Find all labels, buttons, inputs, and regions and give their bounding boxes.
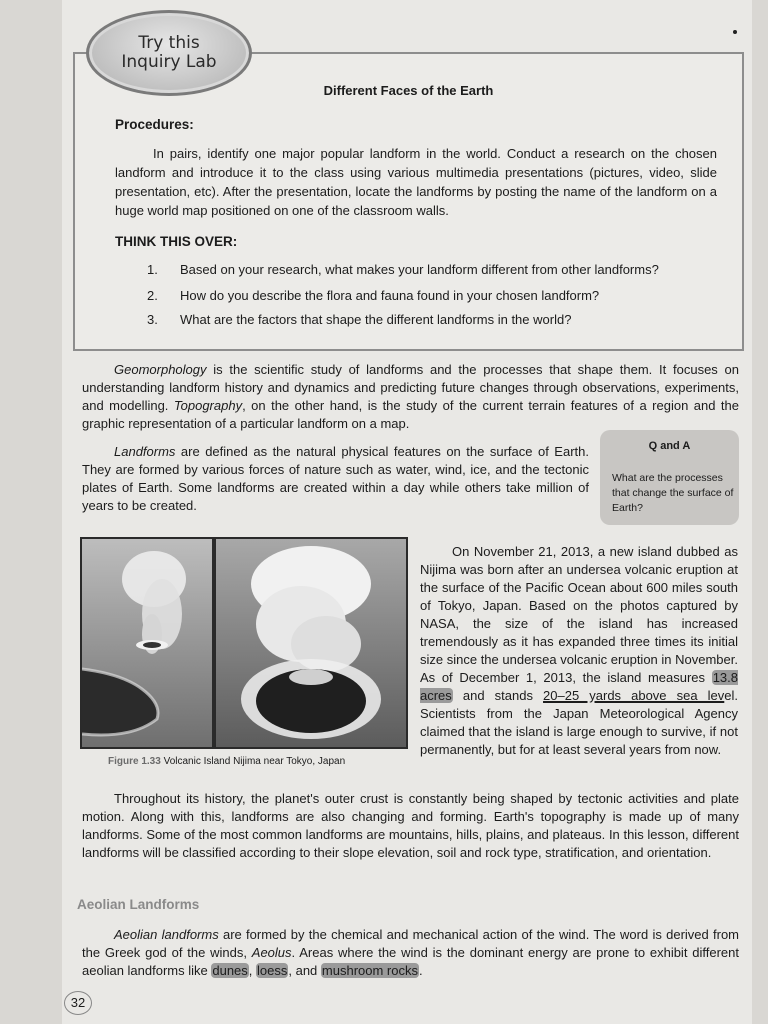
topography-text: , on the other hand, is the study of the current terrain features of a region and the graphic representation of a particular landform on a map. [82,398,740,431]
lab-title: Different Faces of the Earth [323,83,494,98]
term-geomorphology: Geomorphology [114,362,207,377]
procedures-heading: Procedures: [115,117,194,132]
term-aeolian: Aeolian landforms [114,927,219,942]
separator: , and [288,963,321,978]
question-item [147,312,571,327]
highlight-dunes: dunes [212,963,248,978]
figure-label: Figure 1.33 [108,756,161,767]
qa-title: Q and A [648,440,691,452]
page-speck [733,30,737,34]
badge-line2: Inquiry Lab [121,52,217,72]
question-number: 1. [147,262,158,277]
nijima-paragraph [420,543,738,759]
aeolian-text-1: are formed by the chemical and mechanical action of the wind. The word is derived from the Greek god of the winds, [82,927,740,960]
separator: , [248,963,257,978]
period: . [418,963,423,978]
aeolian-paragraph [82,926,739,980]
landforms-paragraph [82,443,589,515]
aeolian-heading: Aeolian Landforms [77,897,200,912]
figure-caption-text: Volcanic Island Nijima near Tokyo, Japan [160,756,346,767]
highlight-loess: loess [257,963,288,978]
volcanic-island-photo-closeup [216,539,406,747]
highlight-acres: 13.8 acres [420,670,738,703]
underline-yards: 20–25 yards above sea lev [543,688,725,703]
aeolian-text-2: . Areas where the wind is the dominant energy are prone to exhibit different aeolian landforms like [82,945,739,978]
q-and-a-box [600,430,739,525]
question-number: 2. [147,288,158,303]
badge-line1: Try this [138,33,200,53]
term-topography: Topography [173,398,243,413]
think-heading: THINK THIS OVER: [115,234,238,249]
page-number: 32 [64,991,92,1015]
nijima-text-1: On November 21, 2013, a new island dubbed as Nijima was born after an undersea volcanic eruption at the surface of the Pacific Ocean about 600 miles south of Tokyo, Japan. Based on the photos captured by NASA, the size of the island has increased tremendously as it has expanded three times its initial size since the undersea volcanic eruption in November. As of December 1, 2013, the island measures [420,544,738,685]
question-number: 3. [147,312,158,327]
highlight-mushroom-rocks: mushroom rocks [321,963,418,978]
figure-caption [108,756,345,767]
inquiry-lab-badge [86,10,252,96]
question-text: What are the factors that shape the different landforms in the world? [180,312,572,327]
procedures-text: In pairs, identify one major popular landform in the world. Conduct a research on the chosen landform and introduce it to the class using various multimedia presentations (pictures, video, slide presentation, etc). After the presentation, locate the landforms by posting the name of the landform on a huge world map positioned on one of the classroom walls. [115,146,717,218]
geomorphology-paragraph [82,361,739,433]
inquiry-lab-box [73,52,744,351]
question-item [147,262,659,277]
volcanic-island-photo-wide [82,539,212,747]
question-item [147,288,599,303]
term-landforms: Landforms [114,444,176,459]
landforms-text: are defined as the natural physical features on the surface of Earth. They are formed by various forces of nature such as water, wind, ice, and the tectonic plates of Earth. Some landforms are created within a day while others take million of years to be created. [82,444,589,513]
crust-paragraph: Throughout its history, the planet's outer crust is constantly being shaped by tectonic activities and plate motion. Along with this, landforms are also changing and forming. Earth's topography is made up of many landforms. Some of the most common landforms are mountains, hills, plains, and plateaus. In this lesson, different landforms will be classified according to their slope elevation, soil and rock type, stratification, and orientation. [82,791,739,860]
term-aeolus: Aeolus [251,945,292,960]
question-text: Based on your research, what makes your landform different from other landforms? [180,262,659,277]
nijima-text-3: el. Scientists from the Japan Meteorological Agency claimed that the island is large enough to survive, if not permanently, but for at least several years from now. [420,688,739,757]
question-text: How do you describe the flora and fauna found in your chosen landform? [180,288,600,303]
qa-question: What are the processes that change the surface of Earth? [612,472,734,514]
geomorphology-text: is the scientific study of landforms and the processes that shape them. It focuses on understanding landform history and dynamics and predicting future changes through observations, experiments, and modelling. [82,362,739,413]
figure-photos [80,537,408,749]
nijima-text-2: and stands [452,688,544,703]
